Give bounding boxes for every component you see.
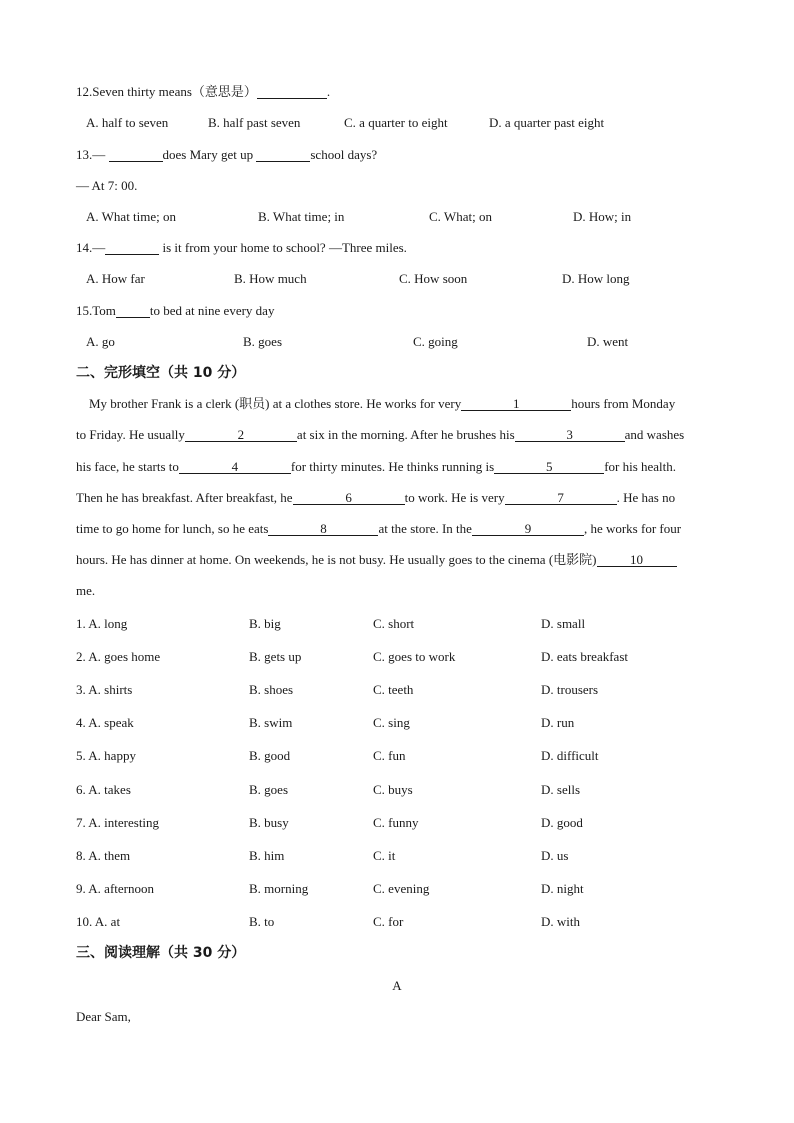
cloze-blank-1: 1: [461, 397, 571, 411]
cloze-passage-line-4: [76, 490, 675, 506]
q13-stem-c: school days?: [310, 147, 378, 162]
cloze-passage-line-5: [76, 521, 681, 537]
cloze-passage-line-7: me.: [76, 583, 96, 598]
cloze-item-3-c: C. teeth: [373, 682, 414, 697]
cloze-passage-line-3: [76, 459, 676, 475]
cloze-item-1-a: 1. A. long: [76, 616, 128, 631]
cloze-item-7-c: C. funny: [373, 815, 419, 830]
q14-blank: [105, 241, 159, 255]
cloze-item-8-b: B. him: [249, 848, 285, 863]
cloze-item-9-b: B. morning: [249, 881, 309, 896]
q13-option-c: C. What; on: [429, 209, 492, 224]
cloze-item-9-c: C. evening: [373, 881, 430, 896]
q13-answer-line: — At 7: 00.: [76, 178, 138, 193]
q13-stem-b: does Mary get up: [162, 147, 254, 162]
cloze-item-5-a: 5. A. happy: [76, 748, 136, 763]
cloze-item-5-c: C. fun: [373, 748, 406, 763]
q12-option-a: A. half to seven: [86, 115, 169, 130]
cloze-item-3-b: B. shoes: [249, 682, 294, 697]
cloze-item-1-c: C. short: [373, 616, 415, 631]
cloze-item-10-a: 10. A. at: [76, 914, 121, 929]
cloze-text: Then he has breakfast. After breakfast, he: [76, 490, 293, 505]
q15-stem-a: 15.Tom: [76, 303, 116, 318]
q13-option-d: D. How; in: [573, 209, 632, 224]
q15-option-b: B. goes: [243, 334, 282, 349]
cloze-blank-8: 8: [268, 522, 378, 536]
cloze-item-7-b: B. busy: [249, 815, 289, 830]
passage-label: A: [392, 978, 402, 993]
q14-option-a: A. How far: [86, 271, 145, 286]
q14-option-b: B. How much: [234, 271, 307, 286]
cloze-item-9-d: D. night: [541, 881, 584, 896]
cloze-blank-4: 4: [179, 460, 291, 474]
cloze-text: . He has no: [616, 490, 676, 505]
cloze-blank-5: 5: [494, 460, 604, 474]
cloze-item-10-c: C. for: [373, 914, 404, 929]
q14-stem: [76, 240, 407, 256]
letter-greeting: Dear Sam,: [76, 1009, 131, 1024]
cloze-item-9-a: 9. A. afternoon: [76, 881, 154, 896]
cloze-item-6-b: B. goes: [249, 782, 288, 797]
q12-stem-end: .: [326, 84, 331, 99]
q15-option-a: A. go: [86, 334, 115, 349]
cloze-item-10-b: B. to: [249, 914, 275, 929]
cloze-text: and washes: [624, 427, 685, 442]
cloze-blank-3: 3: [515, 428, 625, 442]
cloze-passage-line-2: [76, 427, 684, 443]
cloze-text: for his health.: [604, 459, 677, 474]
cloze-item-6-d: D. sells: [541, 782, 580, 797]
q12-stem-text: 12.Seven thirty means（意思是）: [76, 84, 257, 99]
cloze-text: to Friday. He usually: [76, 427, 185, 442]
cloze-item-2-c: C. goes to work: [373, 649, 456, 664]
q12-option-c: C. a quarter to eight: [344, 115, 448, 130]
cloze-item-4-a: 4. A. speak: [76, 715, 134, 730]
q13-option-b: B. What time; in: [258, 209, 345, 224]
cloze-text: at the store. In the: [378, 521, 472, 536]
q15-option-d: D. went: [587, 334, 629, 349]
cloze-item-2-b: B. gets up: [249, 649, 302, 664]
cloze-text: , he works for four: [583, 521, 682, 536]
cloze-item-7-d: D. good: [541, 815, 583, 830]
cloze-text: My brother Frank is a clerk (职员) at a clothes store. He works for very: [89, 396, 462, 411]
q14-stem-a: 14.—: [76, 240, 106, 255]
q13-option-a: A. What time; on: [86, 209, 177, 224]
cloze-passage-line-6: [76, 552, 677, 568]
cloze-item-1-b: B. big: [249, 616, 281, 631]
cloze-item-2-d: D. eats breakfast: [541, 649, 628, 664]
q12-option-d: D. a quarter past eight: [489, 115, 605, 130]
cloze-item-6-c: C. buys: [373, 782, 413, 797]
cloze-item-8-a: 8. A. them: [76, 848, 131, 863]
cloze-item-4-c: C. sing: [373, 715, 410, 730]
q13-stem: [76, 147, 377, 163]
q14-option-d: D. How long: [562, 271, 630, 286]
q13-blank-1: [109, 148, 163, 162]
cloze-item-3-a: 3. A. shirts: [76, 682, 133, 697]
cloze-text: hours. He has dinner at home. On weekends, he is not busy. He usually goes to the cinema (电影院): [76, 552, 597, 567]
q12-stem: [76, 84, 330, 100]
cloze-item-2-a: 2. A. goes home: [76, 649, 161, 664]
q12-blank: [257, 85, 327, 99]
q14-option-c: C. How soon: [399, 271, 468, 286]
section2-heading: 二、完形填空（共 10 分）: [76, 365, 246, 381]
q15-option-c: C. going: [413, 334, 458, 349]
q13-blank-2: [256, 148, 310, 162]
cloze-item-4-b: B. swim: [249, 715, 293, 730]
cloze-blank-6: 6: [293, 491, 405, 505]
cloze-text: time to go home for lunch, so he eats: [76, 521, 269, 536]
q15-stem: [76, 303, 274, 319]
cloze-text: for thirty minutes. He thinks running is: [290, 459, 495, 474]
cloze-item-5-b: B. good: [249, 748, 291, 763]
cloze-text: hours from Monday: [571, 396, 676, 411]
cloze-blank-10: 10: [597, 553, 677, 567]
cloze-passage-line-1: [89, 396, 675, 412]
cloze-item-4-d: D. run: [541, 715, 575, 730]
q13-stem-a: 13.—: [76, 147, 106, 162]
q15-stem-b: to bed at nine every day: [149, 303, 275, 318]
q15-blank: [116, 304, 150, 318]
cloze-blank-2: 2: [185, 428, 297, 442]
q12-option-b: B. half past seven: [208, 115, 301, 130]
section3-heading: 三、阅读理解（共 30 分）: [76, 945, 246, 961]
cloze-item-8-d: D. us: [541, 848, 569, 863]
cloze-blank-7: 7: [505, 491, 617, 505]
cloze-item-5-d: D. difficult: [541, 748, 599, 763]
cloze-item-1-d: D. small: [541, 616, 586, 631]
cloze-text: to work. He is very: [404, 490, 505, 505]
cloze-item-3-d: D. trousers: [541, 682, 599, 697]
q14-stem-b: is it from your home to school? —Three miles.: [159, 240, 407, 255]
cloze-item-6-a: 6. A. takes: [76, 782, 131, 797]
cloze-item-8-c: C. it: [373, 848, 396, 863]
cloze-text: his face, he starts to: [76, 459, 179, 474]
cloze-item-10-d: D. with: [541, 914, 580, 929]
cloze-item-7-a: 7. A. interesting: [76, 815, 160, 830]
cloze-blank-9: 9: [472, 522, 584, 536]
cloze-text: at six in the morning. After he brushes his: [296, 427, 515, 442]
